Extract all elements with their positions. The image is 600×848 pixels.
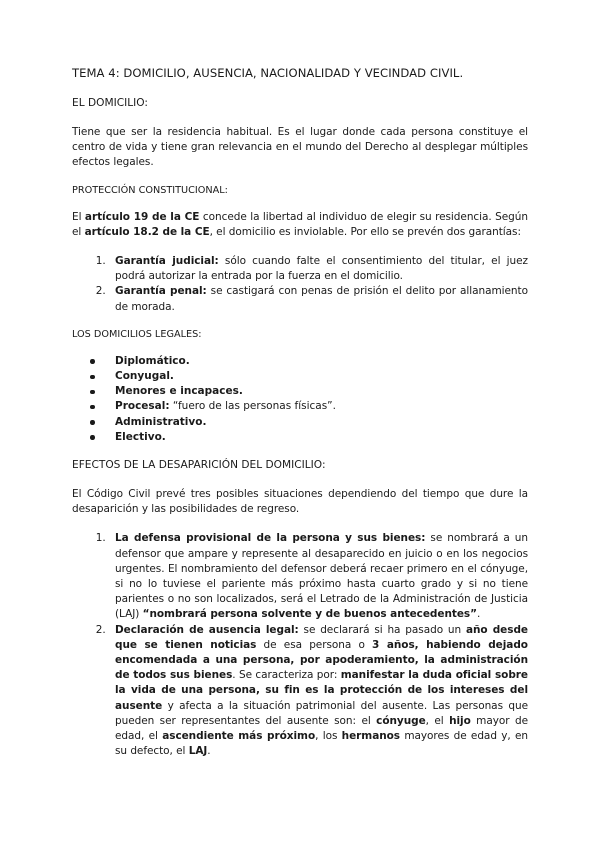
text-run: El — [72, 210, 85, 223]
bold-run: LAJ — [188, 745, 208, 758]
list-item — [109, 415, 528, 430]
bullet-icon — [90, 390, 95, 395]
list-item — [109, 430, 528, 445]
section-heading-efectos: EFECTOS DE LA DESAPARICIÓN DEL DOMICILIO: — [72, 459, 326, 472]
list-item — [109, 623, 528, 760]
text-run: concede la libertad al individuo de elegir su residencia. Según el — [72, 210, 528, 238]
text-run: . — [207, 745, 211, 758]
bold-run: La defensa provisional de la persona y sus bienes: — [115, 532, 426, 545]
efectos-list — [72, 531, 528, 759]
text-run: se nombrará a un defensor que ampare y represente al desaparecido en juicio o en los negocios urgentes. El nombramiento del defensor deberá recaer primero en el cónyuge, si no lo tuviese el pariente más próximo hasta cuarto grado y si no tiene parientes o no son localizados, será el Letrado de la Administración de Justicia (LAJ) — [115, 532, 528, 621]
bold-run: artículo 18.2 de la CE — [84, 225, 210, 238]
garantias-list — [72, 254, 528, 315]
bold-run: Declaración de ausencia legal: — [115, 623, 299, 636]
bullet-icon — [90, 359, 95, 364]
text-run: de esa persona o — [256, 638, 373, 651]
text-run: se castigará con penas de prisión el delito por allanamiento de morada. — [115, 285, 528, 313]
bold-run: artículo 19 de la CE — [84, 210, 200, 223]
text-run: mayor de edad, el — [115, 714, 528, 743]
bold-run: 3 años, habiendo dejado encomendada a una persona, por apoderamiento, la administración de todos sus bienes — [115, 638, 528, 682]
text-run: . Se caracteriza por: — [232, 669, 341, 682]
text-run: . — [476, 608, 481, 621]
list-item — [109, 384, 528, 399]
bold-run: Conyugal. — [115, 370, 174, 383]
list-item — [109, 254, 528, 284]
bold-run: cónyuge — [376, 714, 426, 727]
list-item — [109, 531, 528, 622]
section-heading-domicilio: EL DOMICILIO: — [72, 97, 148, 109]
text-run: sólo cuando falte el consentimiento del titular, el juez podrá autorizar la entrada por la fuerza en el domicilio. — [115, 255, 528, 283]
text-run: , el domicilio es inviolable. Por ello se prevén dos garantías: — [209, 225, 521, 238]
text-run: y afecta a la situación patrimonial del ausente. Las personas que pueden ser representantes del ausente son: el — [115, 699, 528, 727]
section-heading-legales: LOS DOMICILIOS LEGALES: — [72, 328, 202, 340]
list-item — [109, 284, 528, 314]
document-title: TEMA 4: DOMICILIO, AUSENCIA, NACIONALIDAD Y VECINDAD CIVIL. — [72, 66, 464, 80]
text-run: mayores de edad y, en su defecto, el — [115, 730, 529, 758]
bold-run: Diplomático. — [115, 354, 190, 367]
bold-run: Garantía judicial: — [115, 255, 219, 268]
text-run: “fuero de las personas físicas”. — [169, 400, 336, 413]
bold-run: hijo — [449, 714, 471, 727]
bold-run: hermanos — [341, 730, 401, 743]
bullet-icon — [90, 405, 95, 410]
text-run: , el — [425, 714, 450, 727]
bold-run: manifestar la duda oficial sobre la vida de una persona, su fin es la protección de los intereses del ausente — [115, 669, 528, 712]
text-run: se declarará si ha pasado un — [298, 623, 466, 636]
bold-run: Menores e incapaces. — [115, 385, 243, 398]
bold-run: año desde que se tienen noticias — [115, 623, 528, 651]
bullet-icon — [90, 420, 95, 425]
list-item — [109, 354, 528, 369]
bold-run: Garantía penal: — [115, 285, 207, 298]
domicilios-legales-list — [72, 354, 528, 445]
bullet-icon — [90, 375, 95, 380]
bold-run: Procesal: — [115, 400, 170, 413]
bold-run: ascendiente más próximo — [162, 730, 316, 743]
proteccion-paragraph — [72, 210, 528, 240]
bullet-icon — [90, 435, 95, 440]
efectos-intro: El Código Civil prevé tres posibles situaciones dependiendo del tiempo que dure la desaparición y las posibilidades de regreso. — [72, 488, 528, 516]
list-item — [109, 369, 528, 384]
section-heading-proteccion: PROTECCIÓN CONSTITUCIONAL: — [72, 184, 228, 196]
bold-run: Electivo. — [115, 430, 166, 443]
list-item — [109, 399, 528, 414]
bold-run: “nombrará persona solvente y de buenos antecedentes” — [142, 608, 477, 621]
text-run: , los — [315, 730, 342, 743]
domicilio-intro: Tiene que ser la residencia habitual. Es el lugar donde cada persona constituye el centro de vida y tiene gran relevancia en el mundo del Derecho al desplegar múltiples efectos legales. — [72, 126, 528, 169]
bold-run: Administrativo. — [115, 415, 207, 428]
